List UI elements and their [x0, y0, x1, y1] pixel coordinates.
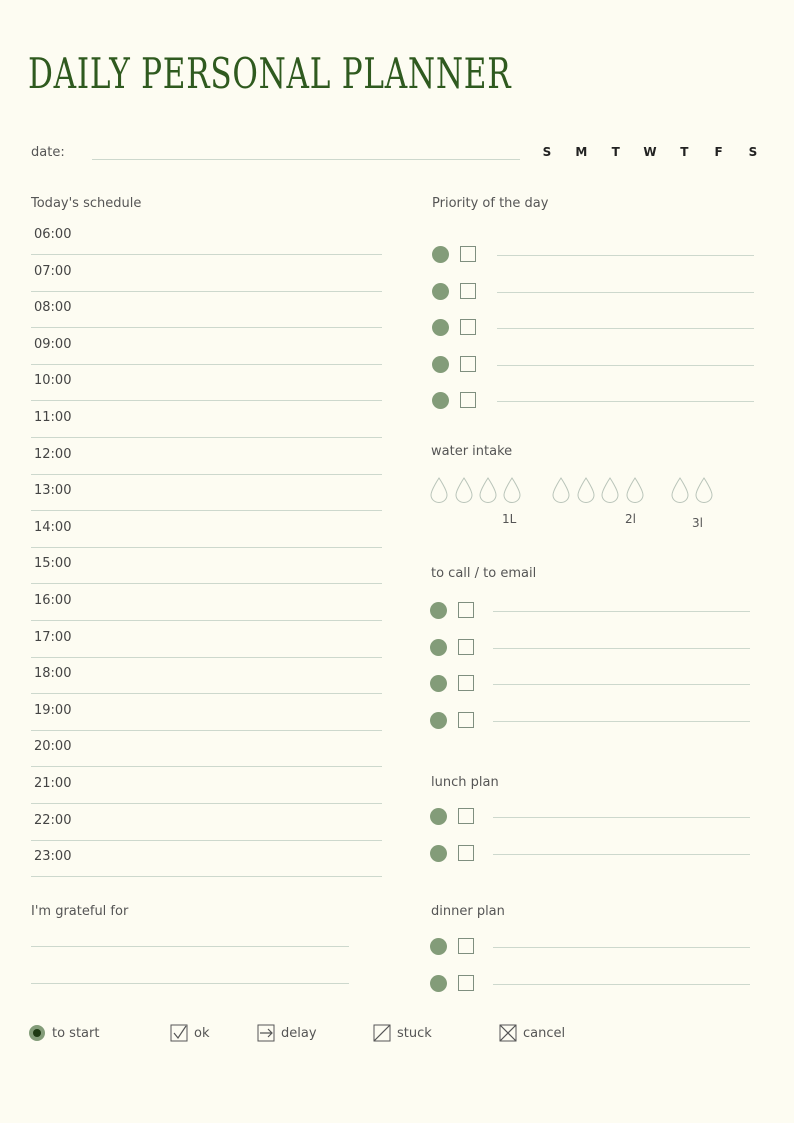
arrow-box-icon [257, 1024, 275, 1042]
schedule-time-label: 17:00 [34, 629, 72, 645]
entry-line[interactable] [493, 984, 750, 985]
page-title: DAILY PERSONAL PLANNER [28, 49, 512, 98]
status-dot-icon [432, 356, 449, 373]
status-dot-icon [430, 975, 447, 992]
water-drop-icon[interactable] [626, 477, 644, 503]
checkbox[interactable] [460, 356, 476, 372]
checkbox[interactable] [458, 639, 474, 655]
checkbox[interactable] [458, 938, 474, 954]
water-drop-icon[interactable] [430, 477, 448, 503]
dinner-heading: dinner plan [431, 904, 505, 919]
checkbox[interactable] [458, 975, 474, 991]
checkbox[interactable] [460, 392, 476, 408]
entry-line[interactable] [497, 255, 754, 256]
schedule-line[interactable] [31, 400, 382, 401]
weekday-saturday[interactable]: S [748, 145, 758, 159]
weekday-monday[interactable]: M [575, 145, 588, 159]
schedule-line[interactable] [31, 364, 382, 365]
entry-line[interactable] [493, 947, 750, 948]
lunch-heading: lunch plan [431, 775, 499, 790]
schedule-time-label: 06:00 [34, 227, 72, 242]
grateful-line[interactable] [31, 983, 349, 984]
entry-line[interactable] [493, 684, 750, 685]
schedule-line[interactable] [31, 620, 382, 621]
legend-label: to start [52, 1025, 100, 1041]
water-label-1l: 1L [502, 512, 517, 526]
checkbox[interactable] [460, 246, 476, 262]
schedule-line[interactable] [31, 657, 382, 658]
legend-label: stuck [397, 1025, 432, 1041]
schedule-line[interactable] [31, 583, 382, 584]
water-heading: water intake [431, 444, 513, 459]
entry-line[interactable] [497, 292, 754, 293]
schedule-time-label: 22:00 [34, 812, 72, 828]
status-dot-icon [430, 938, 447, 955]
legend-stuck [373, 1024, 432, 1042]
schedule-line[interactable] [31, 291, 382, 292]
call-heading: to call / to email [431, 566, 537, 581]
checkbox[interactable] [458, 712, 474, 728]
entry-line[interactable] [493, 611, 750, 612]
entry-line[interactable] [497, 328, 754, 329]
grateful-line[interactable] [31, 946, 349, 947]
schedule-line[interactable] [31, 876, 382, 877]
slash-box-icon [373, 1024, 391, 1042]
schedule-time-label: 09:00 [34, 336, 72, 352]
checkbox[interactable] [460, 319, 476, 335]
priority-heading: Priority of the day [432, 196, 549, 211]
schedule-line[interactable] [31, 254, 382, 255]
schedule-line[interactable] [31, 803, 382, 804]
schedule-heading: Today's schedule [31, 196, 142, 211]
weekday-wednesday[interactable]: W [643, 145, 657, 159]
entry-line[interactable] [493, 648, 750, 649]
status-dot-icon [432, 283, 449, 300]
legend-label: delay [281, 1025, 317, 1041]
water-drop-icon[interactable] [479, 477, 497, 503]
weekday-sunday[interactable]: S [542, 145, 552, 159]
status-dot-icon [432, 319, 449, 336]
grateful-heading: I'm grateful for [31, 904, 129, 919]
checkbox[interactable] [458, 602, 474, 618]
schedule-time-label: 11:00 [34, 410, 72, 425]
weekday-friday[interactable]: F [714, 145, 723, 159]
water-drop-icon[interactable] [503, 477, 521, 503]
water-drop-icon[interactable] [577, 477, 595, 503]
schedule-line[interactable] [31, 474, 382, 475]
schedule-line[interactable] [31, 327, 382, 328]
checkmark-box-icon [170, 1024, 188, 1042]
checkbox[interactable] [458, 808, 474, 824]
status-dot-icon [430, 639, 447, 656]
legend-delay [257, 1024, 317, 1042]
water-drop-icon[interactable] [455, 477, 473, 503]
schedule-time-label: 16:00 [34, 593, 72, 608]
schedule-line[interactable] [31, 437, 382, 438]
filled-dot-icon [28, 1024, 46, 1042]
weekday-selector [540, 145, 760, 159]
schedule-time-label: 15:00 [34, 556, 72, 572]
water-label-3l: 3l [692, 516, 703, 530]
water-drop-icon[interactable] [552, 477, 570, 503]
legend-label: ok [194, 1025, 210, 1041]
status-dot-icon [432, 246, 449, 263]
checkbox[interactable] [460, 283, 476, 299]
schedule-line[interactable] [31, 766, 382, 767]
water-drop-icon[interactable] [695, 477, 713, 503]
status-dot-icon [430, 845, 447, 862]
legend-label: cancel [523, 1025, 566, 1041]
schedule-line[interactable] [31, 730, 382, 731]
entry-line[interactable] [493, 817, 750, 818]
water-label-2l: 2l [625, 512, 636, 526]
schedule-time-label: 10:00 [34, 373, 72, 389]
schedule-time-label: 12:00 [34, 446, 72, 462]
legend-cancel [499, 1024, 565, 1042]
entry-line[interactable] [497, 365, 754, 366]
status-dot-icon [430, 602, 447, 619]
schedule-time-label: 18:00 [34, 666, 72, 682]
schedule-line[interactable] [31, 840, 382, 841]
schedule-time-label: 20:00 [34, 739, 72, 755]
status-dot-icon [430, 675, 447, 692]
schedule-time-label: 14:00 [34, 519, 72, 535]
date-line[interactable] [92, 159, 520, 160]
date-label: date: [31, 145, 65, 160]
water-drop-icon[interactable] [671, 477, 689, 503]
entry-line[interactable] [497, 401, 754, 402]
weekday-thursday[interactable]: T [680, 145, 689, 159]
status-dot-icon [430, 808, 447, 825]
water-drop-icon[interactable] [601, 477, 619, 503]
schedule-line[interactable] [31, 693, 382, 694]
checkbox[interactable] [458, 845, 474, 861]
schedule-time-label: 19:00 [34, 702, 72, 718]
schedule-line[interactable] [31, 547, 382, 548]
schedule-time-label: 23:00 [34, 849, 72, 865]
weekday-tuesday[interactable]: T [611, 145, 620, 159]
entry-line[interactable] [493, 721, 750, 722]
status-dot-icon [430, 712, 447, 729]
x-box-icon [499, 1024, 517, 1042]
legend-to-start [28, 1024, 99, 1042]
schedule-time-label: 08:00 [34, 300, 72, 316]
schedule-time-label: 07:00 [34, 263, 72, 279]
status-dot-icon [432, 392, 449, 409]
schedule-time-label: 21:00 [34, 776, 72, 791]
schedule-line[interactable] [31, 510, 382, 511]
checkbox[interactable] [458, 675, 474, 691]
schedule-time-label: 13:00 [34, 483, 72, 499]
legend-ok [170, 1024, 209, 1042]
entry-line[interactable] [493, 854, 750, 855]
